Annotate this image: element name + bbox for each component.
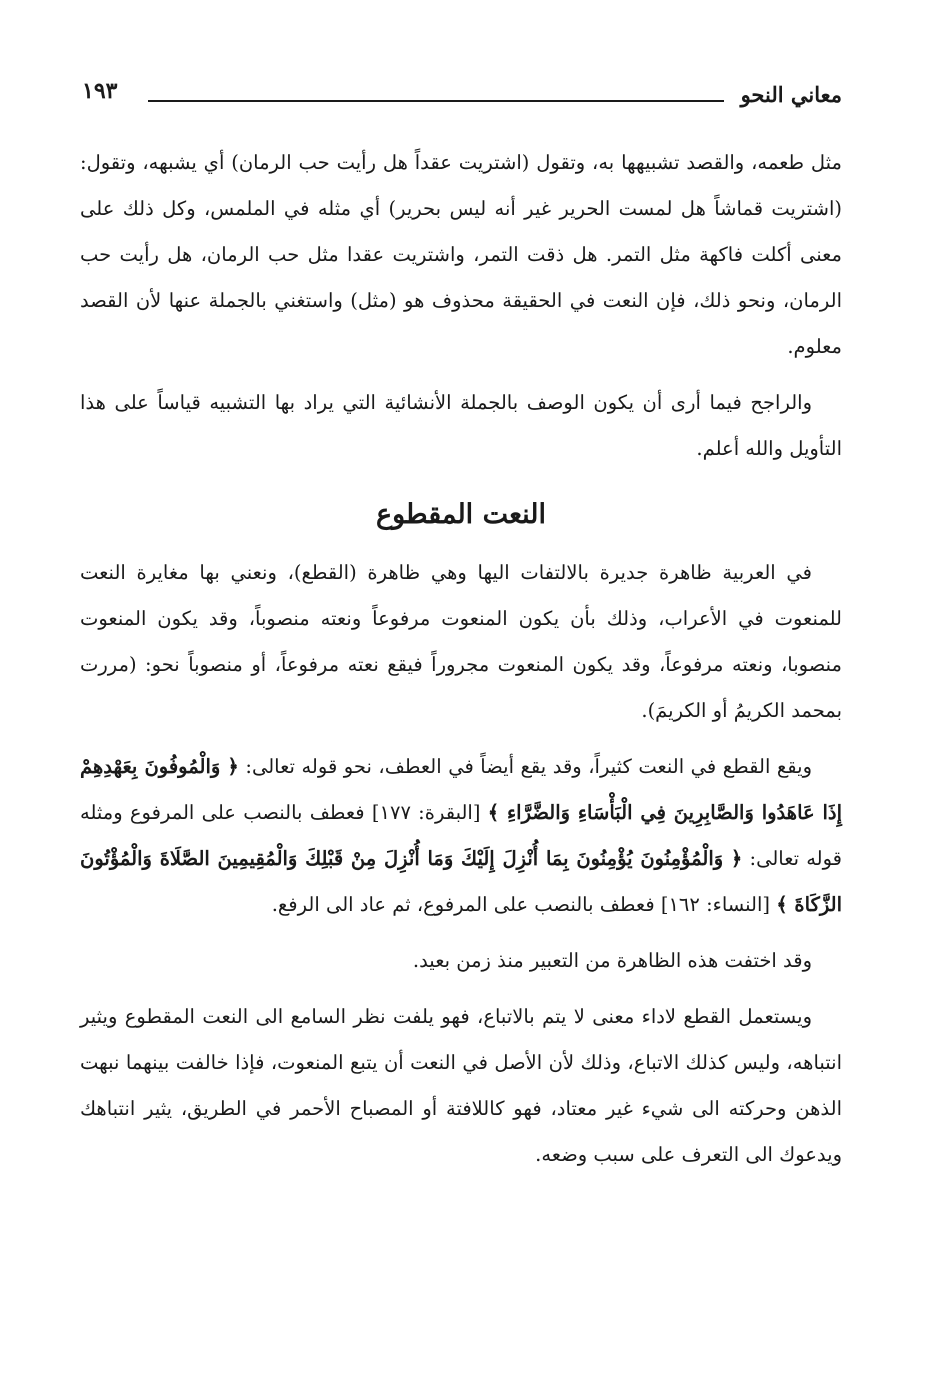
paragraph-4-middle: [البقرة: ١٧٧] فعطف بالنصب على المرفوع ومثله قوله تعالى: [80, 801, 842, 870]
paragraph-4-end: [النساء: ١٦٢] فعطف بالنصب على المرفوع، ثم عاد الى الرفع. [271, 893, 771, 916]
page-body [80, 140, 842, 1178]
paragraph-4-intro: ويقع القطع في النعت كثيراً، وقد يقع أيضاً في العطف، نحو قوله تعالى: [245, 755, 812, 778]
paragraph-1: مثل طعمه، والقصد تشبيهها به، وتقول (اشتريت عقداً هل رأيت حب الرمان) أي يشبهه، وتقول: (اشتريت قماشاً هل لمست الحرير غير أنه ليس بحرير) أي مثله في الملمس، وكل ذلك على معنى أكلت فاكهة مثل التمر. هل ذقت التمر، واشتريت عقدا مثل حب الرمان، هل رأيت حب الرمان، ونحو ذلك، فإن النعت في الحقيقة محذوف هو (مثل) واستغني بالجملة عنها لأن القصد معلوم. [80, 151, 842, 358]
paragraph-4 [80, 744, 842, 928]
page-number: ١٩٣ [82, 78, 118, 104]
quran-verse-baqarah: ﴿ وَالْمُوفُونَ بِعَهْدِهِمْ إِذَا عَاهَدُوا وَالصَّابِرِينَ فِي الْبَأْسَاءِ وَالضَّرَّاءِ ﴾ [80, 755, 843, 824]
section-heading: النعت المقطوع [375, 499, 546, 530]
quran-verse-nisa: ﴿ وَالْمُؤْمِنُونَ يُؤْمِنُونَ بِمَا أُنْزِلَ إِلَيْكَ وَمَا أُنْزِلَ مِنْ قَبْلِكَ وَالْمُقِيمِينَ الصَّلَاةَ وَالْمُؤْتُونَ الزَّكَاةَ ﴾ [80, 847, 842, 916]
book-title: معاني النحو [740, 82, 842, 107]
paragraph-5: وقد اختفت هذه الظاهرة من التعبير منذ زمن بعيد. [412, 949, 812, 972]
header-rule [148, 100, 724, 102]
paragraph-6: ويستعمل القطع لاداء معنى لا يتم بالاتباع، فهو يلفت نظر السامع الى النعت المقطوع ويثير انتباهه، وليس كذلك الاتباع، وذلك لأن الأصل في النعت أن يتبع المنعوت، فإذا خالفت بينهما نبهت الذهن وحركته الى شيء غير معتاد، فهو كاللافتة أو المصباح الأحمر في الطريق، يثير انتباهك ويدعوك الى التعرف على سبب وضعه. [80, 1005, 842, 1166]
running-header [82, 78, 842, 118]
paragraph-3: في العربية ظاهرة جديرة بالالتفات اليها وهي ظاهرة (القطع)، ونعني بها مغايرة النعت للمنعوت في الأعراب، وذلك بأن يكون المنعوت مرفوعاً ونعته منصوباً، وقد يكون المنعوت منصوبا، ونعته مرفوعاً، وقد يكون المنعوت مجروراً فيقع نعته مرفوعاً، أو منصوباً نحو: (مررت بمحمد الكريمُ أو الكريمَ). [80, 561, 842, 722]
paragraph-2: والراجح فيما أرى أن يكون الوصف بالجملة الأنشائية التي يراد بها التشبيه قياساً على هذا التأويل والله أعلم. [80, 391, 842, 460]
